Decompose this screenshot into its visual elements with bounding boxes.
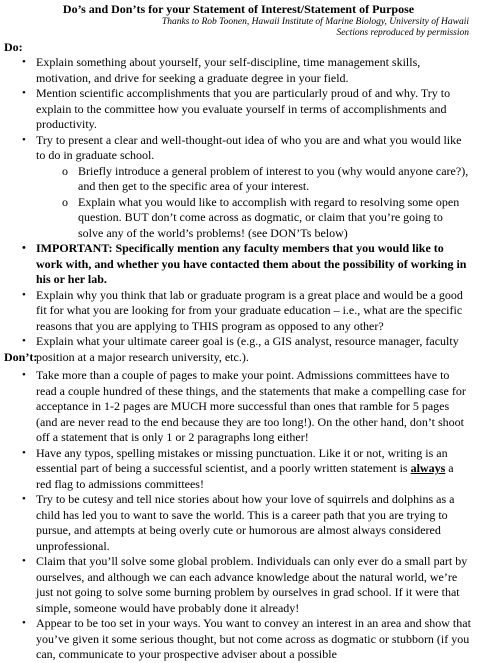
list-item: • Mention scientific accomplishments that you are particularly proud of and why. Try to explain to the committee how you evaluate yourself in terms of accomplishments and productivity. — [22, 86, 451, 131]
dont-heading: Don’t: — [4, 350, 38, 364]
bullet-icon: • — [22, 369, 26, 381]
list-item: • Claim that you’ll solve some global problem. Individuals can only ever do a small part by ourselves, and although we can each advance knowledge about the natural world, we’re just not going to solve some burning problem by ourselves in grad school. If it were that simple, someone would have probably done it already! — [22, 554, 468, 615]
list-item: • Try to present a clear and well-thought-out idea of who you are and what you would like to do in graduate school. — [22, 132, 462, 162]
dont-list — [0, 368, 477, 663]
list-item: • Have any typos, spelling mistakes or missing punctuation. Like it or not, writing is an essential part of being a successful scientist, and a poorly written statement is always a red flag to admissions committees! — [22, 445, 454, 491]
bullet-icon: • — [22, 335, 26, 347]
bullet-icon: • — [22, 288, 26, 301]
list-item: • Explain something about yourself, your self-discipline, time management skills, motivation, and drive for seeking a graduate degree in your field. — [22, 55, 421, 85]
list-item: • Explain what your ultimate career goal is (e.g., a GIS analyst, resource manager, faculty position at a major research university, etc.). — [22, 334, 459, 364]
list-item-important: • IMPORTANT: Specifically mention any faculty members that you would like to work with, and whether you have contacted them about the possibility of working in his or her lab. — [22, 241, 467, 286]
emphasis-always: always — [410, 461, 446, 475]
circle-bullet-icon: o — [62, 163, 68, 178]
sub-list-item: o Briefly introduce a general problem of interest to you (why would anyone care?), and then get to the specific area of your interest. — [62, 163, 469, 193]
bullet-icon: • — [22, 446, 26, 459]
do-heading: Do: — [4, 40, 23, 54]
list-item: • Appear to be too set in your ways. You want to convey an interest in an area and show that you’ve given it some serious thought, but not come across as dogmatic or stubborn (if you can, communicate to your prospective adviser about a possible — [22, 616, 471, 661]
list-item: • Explain why you think that lab or graduate program is a great place and would be a good fit for what you are looking for from your graduate education – i.e., what are the specific reasons that you are applying to THIS program as opposed to any other? — [22, 287, 463, 333]
bullet-icon: • — [22, 242, 26, 254]
list-item: • Take more than a couple of pages to make your point. Admissions committees have to read a couple hundred of these things, and the statements that make a compelling case for acceptance in 1-2 pages are MUCH more successful than ones that ramble for 5 pages (and are never read to the end because they are too long!). On the other hand, don’t shoot off a statement that is only 1 or 2 paragraphs long either! — [22, 368, 466, 444]
sub-list-item: o Explain what you would like to accomplish with regard to resolving some open question. BUT don’t come across as dogmatic, or claim that you’re going to solve any of the world’s problems! (see DON’Ts below) — [62, 194, 460, 240]
bullet-icon: • — [22, 133, 26, 146]
bullet-icon: • — [22, 617, 26, 629]
page-title: Do’s and Don’ts for your Statement of Interest/Statement of Purpose — [62, 2, 415, 16]
bullet-icon: • — [22, 555, 26, 567]
bullet-icon: • — [22, 87, 26, 99]
list-item: • Try to be cutesy and tell nice stories about how your love of squirrels and dolphins as a child has led you to want to save the world. This is a career path that you are trying to pursue, and attempts at being overly cute or humorous are almost always considered unprofessional. — [22, 492, 455, 553]
bullet-icon: • — [22, 56, 26, 68]
do-list — [0, 55, 477, 365]
credit-line: Thanks to Rob Toonen, Hawaii Institute of Marine Biology, University of Hawaii Sections reproduced by permission — [161, 17, 469, 38]
circle-bullet-icon: o — [62, 194, 68, 209]
bullet-icon: • — [22, 493, 26, 505]
